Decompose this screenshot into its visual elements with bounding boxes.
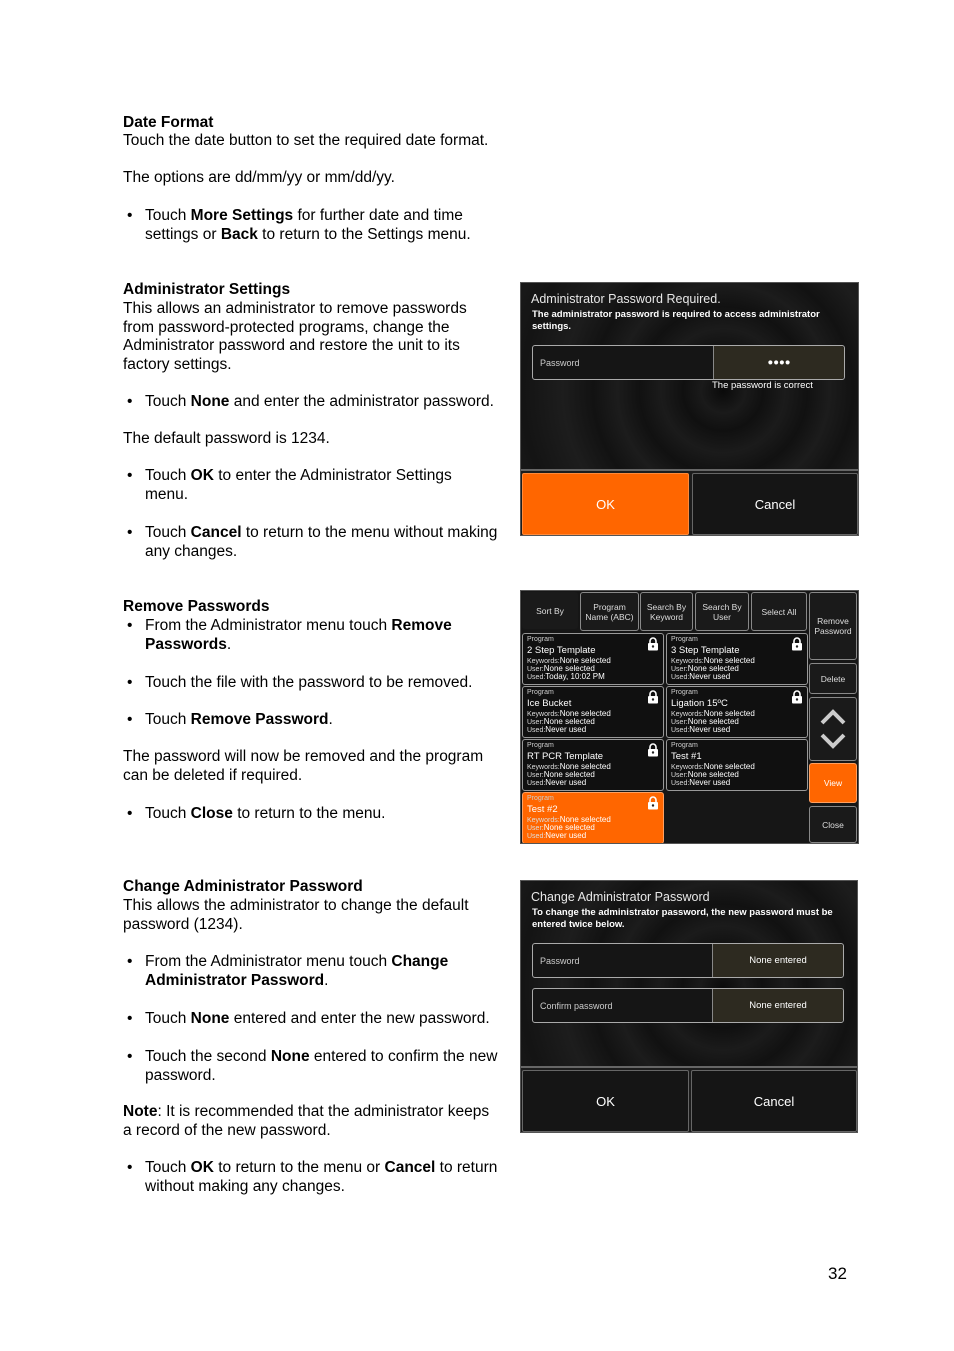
default-password-text: The default password is 1234.	[123, 430, 330, 447]
lock-icon	[647, 637, 659, 651]
program-user: User:None selected	[527, 770, 595, 779]
program-tile[interactable]	[666, 686, 808, 738]
page-number: 32	[828, 1264, 847, 1283]
program-name: 2 Step Template	[527, 645, 596, 656]
admin-settings-para: This allows an administrator to remove passwords from password-protected programs, change the Administrator password and restore the unit to its factory settings.	[123, 300, 467, 373]
program-name: Ice Bucket	[527, 698, 572, 709]
program-kind-label: Program	[671, 742, 698, 749]
select-all-button[interactable]: Select All	[751, 592, 807, 631]
program-keywords: Keywords:None selected	[527, 656, 611, 665]
program-keywords: Keywords:None selected	[671, 656, 755, 665]
program-user: User:None selected	[671, 664, 739, 673]
chevron-down-icon[interactable]	[818, 729, 848, 753]
heading-admin-settings: Administrator Settings	[123, 281, 291, 298]
program-user: User:None selected	[671, 770, 739, 779]
heading-remove-passwords: Remove Passwords	[123, 598, 270, 615]
program-name: Ligation 15ºC	[671, 698, 728, 709]
confirm-password-label: Confirm password	[540, 1000, 613, 1011]
program-keywords: Keywords:None selected	[527, 815, 611, 824]
program-used: Used:Never used	[527, 831, 587, 840]
program-tile[interactable]	[522, 739, 664, 791]
remove-passwords-para: The password will now be removed and the program can be deleted if required.	[123, 748, 484, 784]
heading-change-admin-password: Change Administrator Password	[123, 878, 363, 895]
password-field-value[interactable]: ●●●●	[713, 346, 844, 379]
dialog-title: Administrator Password Required.	[531, 292, 721, 306]
chevron-up-icon[interactable]	[818, 705, 848, 729]
program-keywords: Keywords:None selected	[671, 762, 755, 771]
dialog-title: Change Administrator Password	[531, 890, 710, 904]
bullet-touch-close: • Touch Close to return to the menu.	[127, 805, 386, 822]
bullet-confirm-password: • Touch the second None entered to confirm the new password.	[127, 1048, 498, 1084]
bullet-touch-cancel: • Touch Cancel to return to the menu without making any changes.	[127, 524, 498, 560]
password-status: The password is correct	[712, 380, 813, 391]
program-name: 3 Step Template	[671, 645, 740, 656]
program-kind-label: Program	[527, 795, 554, 802]
cancel-button[interactable]: Cancel	[692, 473, 858, 535]
confirm-password-field[interactable]	[532, 988, 844, 1023]
bullet-remove-passwords: • From the Administrator menu touch Remove Passwords.	[127, 617, 452, 653]
bullet-more-settings: • Touch More Settings for further date and time settings or Back to return to the Settings menu.	[127, 207, 471, 243]
program-used: Used:Never used	[527, 778, 587, 787]
program-kind-label: Program	[527, 689, 554, 696]
program-name: Test #1	[671, 751, 702, 762]
admin-password-dialog	[521, 283, 858, 471]
new-password-field[interactable]	[532, 943, 844, 978]
date-format-text: Touch the date button to set the required date format.	[123, 132, 489, 149]
search-by-keyword-button[interactable]: Search By Keyword	[640, 592, 693, 631]
ok-button[interactable]: OK	[522, 1070, 689, 1132]
delete-button[interactable]: Delete	[809, 663, 857, 694]
ok-button[interactable]: OK	[522, 473, 689, 535]
program-tile[interactable]	[666, 739, 808, 791]
program-kind-label: Program	[671, 636, 698, 643]
program-used: Used:Never used	[527, 725, 587, 734]
program-tile[interactable]	[522, 686, 664, 738]
lock-icon	[791, 637, 803, 651]
sort-program-name-button[interactable]: Program Name (ABC)	[580, 592, 639, 631]
lock-icon	[647, 743, 659, 757]
bullet-touch-ok: • Touch OK to enter the Administrator Settings menu.	[127, 467, 452, 503]
program-user: User:None selected	[671, 717, 739, 726]
bullet-change-admin-password: • From the Administrator menu touch Change Administrator Password.	[127, 953, 449, 989]
program-keywords: Keywords:None selected	[527, 762, 611, 771]
bullet-enter-new-password: • Touch None entered and enter the new password.	[127, 1010, 490, 1027]
program-user: User:None selected	[527, 823, 595, 832]
program-used: Used:Never used	[671, 725, 731, 734]
change-password-dialog	[521, 881, 857, 1068]
sort-by-label: Sort By	[522, 592, 578, 629]
date-format-options: The options are dd/mm/yy or mm/dd/yy.	[123, 169, 395, 186]
program-name: Test #2	[527, 804, 558, 815]
heading-date-format: Date Format	[123, 114, 214, 131]
lock-icon	[647, 690, 659, 704]
lock-icon	[791, 690, 803, 704]
program-user: User:None selected	[527, 717, 595, 726]
program-tile[interactable]	[522, 633, 664, 685]
change-password-para: This allows the administrator to change the default password (1234).	[123, 897, 469, 933]
program-used: Used:Never used	[671, 672, 731, 681]
lock-icon	[647, 796, 659, 810]
program-used: Used:Never used	[671, 778, 731, 787]
password-field-label: Password	[540, 357, 580, 368]
program-tile[interactable]	[522, 792, 664, 844]
bullet-touch-file: • Touch the file with the password to be removed.	[127, 674, 473, 691]
dialog-subtitle: To change the administrator password, the new password must be entered twice below.	[532, 907, 833, 930]
screen-change-password	[520, 880, 858, 1133]
program-keywords: Keywords:None selected	[671, 709, 755, 718]
new-password-value[interactable]: None entered	[712, 944, 843, 977]
dialog-subtitle: The administrator password is required to access administrator settings.	[532, 309, 820, 332]
bullet-remove-password: • Touch Remove Password.	[127, 711, 333, 728]
program-kind-label: Program	[527, 742, 554, 749]
program-kind-label: Program	[671, 689, 698, 696]
remove-password-button[interactable]: Remove Password	[809, 592, 857, 660]
program-tile[interactable]	[666, 633, 808, 685]
cancel-button[interactable]: Cancel	[691, 1070, 857, 1132]
scroll-buttons	[809, 697, 857, 761]
close-button[interactable]: Close	[809, 806, 857, 843]
program-name: RT PCR Template	[527, 751, 604, 762]
program-used: Used:Today, 10:02 PM	[527, 672, 605, 681]
program-kind-label: Program	[527, 636, 554, 643]
screen-admin-password	[520, 282, 859, 536]
view-button[interactable]: View	[809, 763, 857, 803]
confirm-password-value[interactable]: None entered	[712, 989, 843, 1022]
program-keywords: Keywords:None selected	[527, 709, 611, 718]
password-field[interactable]	[532, 345, 845, 380]
screen-program-list	[520, 590, 859, 844]
new-password-label: Password	[540, 955, 580, 966]
search-by-user-button[interactable]: Search By User	[695, 592, 749, 631]
note-text: Note: It is recommended that the administrator keeps a record of the new password.	[123, 1103, 490, 1139]
bullet-touch-none: • Touch None and enter the administrator password.	[127, 393, 494, 410]
bullet-ok-or-cancel: • Touch OK to return to the menu or Cancel to return without making any changes.	[127, 1159, 498, 1195]
program-user: User:None selected	[527, 664, 595, 673]
